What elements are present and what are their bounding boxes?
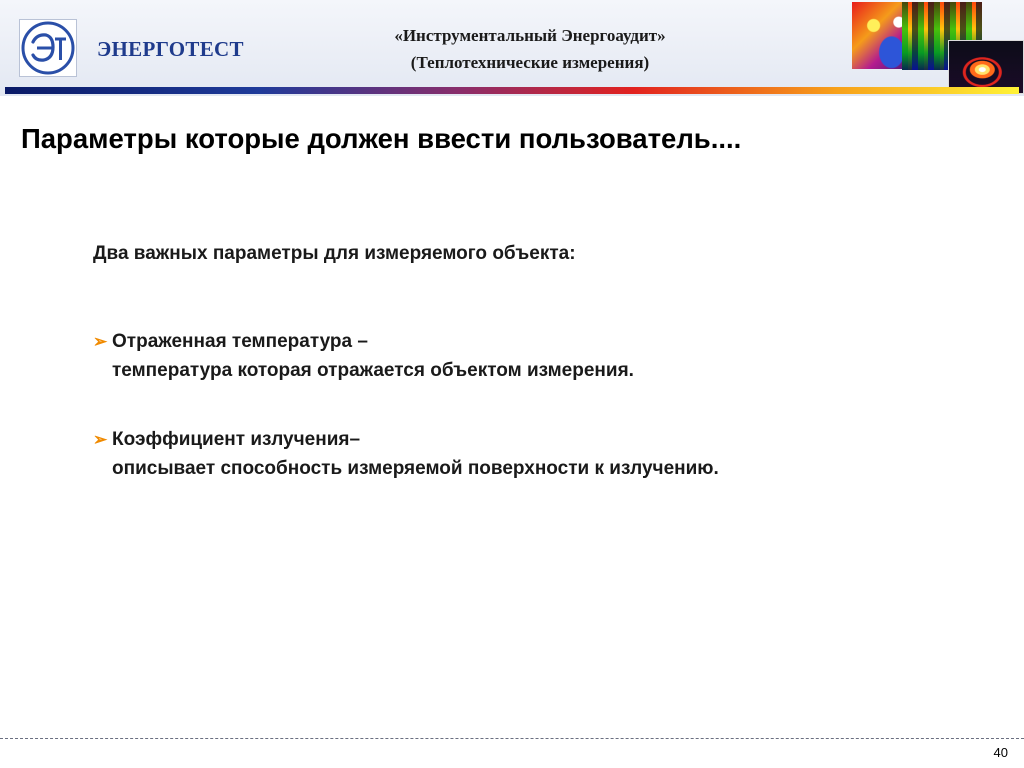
header-title-line1: «Инструментальный Энергоаудит» [394,26,666,45]
bullet-line1: Коэффициент излучения– [112,429,361,450]
header-title [300,22,760,76]
bullet-line2: описывает способность измеряемой поверхности к излучению. [112,458,719,479]
slide-header [0,0,1024,96]
bullet-item-emissivity [93,425,719,483]
thermal-image-3 [948,40,1024,94]
header-title-line2: (Теплотехнические измерения) [410,53,650,72]
bullet-line2: температура которая отражается объектом измерения. [112,360,634,381]
arrow-bullet-icon: ➢ [93,332,108,351]
energotest-logo-icon [19,19,77,77]
header-accent-bar [5,87,1019,94]
bullet-line1: Отраженная температура – [112,331,368,352]
arrow-bullet-icon: ➢ [93,430,108,449]
footer-divider [0,738,1024,739]
slide-title: Параметры которые должен ввести пользователь.... [21,123,742,154]
brand-name: ЭНЕРГОТЕСТ [97,37,244,61]
page-number: 40 [993,745,1008,760]
bullet-item-reflected-temperature [93,327,634,385]
intro-text: Два важных параметры для измеряемого объекта: [93,243,576,264]
